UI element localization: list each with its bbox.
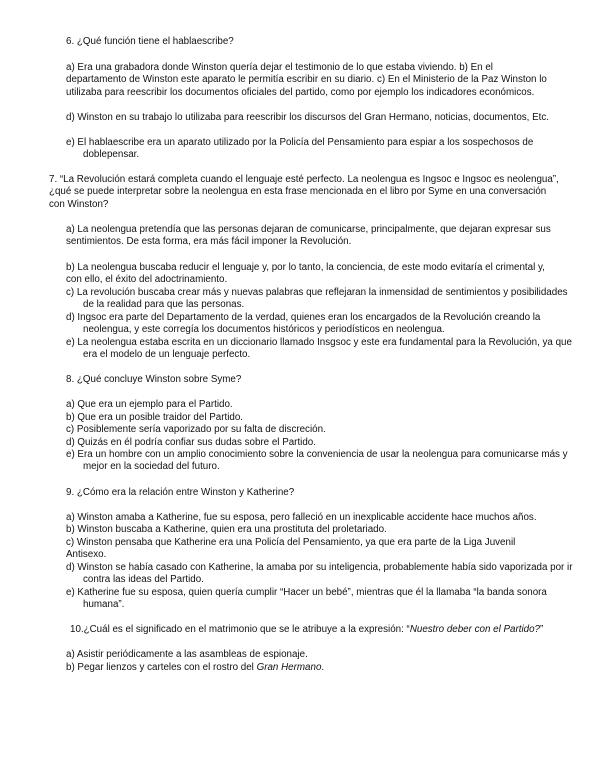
- question-8: 8. ¿Qué concluye Winston sobre Syme?: [66, 374, 242, 385]
- q9-option-b: b) Winston buscaba a Katherine, quien era una prostituta del proletariado.: [66, 524, 387, 535]
- q9-option-a: a) Winston amaba a Katherine, fue su esposa, pero falleció en un inexplicable accidente hace muchos años.: [66, 512, 537, 523]
- question-7: 7. “La Revolución estará completa cuando el lenguaje esté perfecto. La neolengua es Ingsoc e Ingsoc es neolengua”, ¿qué se puede interpretar sobre la neolengua en esta frase mencionada en el libro por Syme en una conversación con Winston?: [49, 174, 559, 210]
- q7-option-d: d) Ingsoc era parte del Departamento de la verdad, quienes eran los encargados de la Revolución creando la neolengua, y este corregía los documentos históricos y periodísticos en neolengua.: [66, 312, 541, 336]
- q7-option-e: e) La neolengua estaba escrita en un diccionario llamado Insgsoc y este era fundamental para la Revolución, ya que era el modelo de un lenguaje perfecto.: [66, 337, 572, 361]
- q8-option-a: a) Que era un ejemplo para el Partido.: [66, 399, 233, 410]
- q8-option-d: d) Quizás en él podría confiar sus dudas sobre el Partido.: [66, 437, 316, 448]
- q10-question-prefix: 10.¿Cuál es el significado en el matrimonio que se le atribuye a la expresión: “: [70, 624, 410, 635]
- q10-option-b-prefix: b) Pegar lienzos y carteles con el rostro del: [66, 662, 257, 673]
- q6-option-e: e) El hablaescribe era un aparato utilizado por la Policía del Pensamiento para espiar a los sospechosos de doblepensar.: [66, 137, 534, 161]
- q9-option-e: e) Katherine fue su esposa, quien quería cumplir “Hacer un bebé”, mientras que él la llamaba “la banda sonora humana”.: [66, 587, 547, 611]
- question-9: 9. ¿Cómo era la relación entre Winston y Katherine?: [66, 487, 295, 498]
- question-10: [70, 624, 560, 636]
- q10-option-b-suffix: .: [321, 662, 325, 673]
- q7-option-b: b) La neolengua buscaba reducir el lenguaje y, por lo tanto, la conciencia, de este modo evitaría el crimental y, con ello, el éxito del adoctrinamiento.: [66, 262, 545, 286]
- question-6: 6. ¿Qué función tiene el hablaescribe?: [66, 36, 234, 47]
- q6-options-abc: a) Era una grabadora donde Winston quería dejar el testimonio de lo que estaba viviendo. b) En el departamento de Winston este aparato le permitía escribir en su diario. c) En el Ministerio de la Paz Winston lo utilizaba para reescribir los documentos oficiales del partido, como por ejemplo los indicadores económicos.: [66, 62, 547, 98]
- q9-option-d: d) Winston se había casado con Katherine, la amaba por su inteligencia, probablemente había sido vaporizada por ir contra las ideas del Partido.: [66, 562, 573, 586]
- q10-option-b: [66, 662, 556, 674]
- q8-option-b: b) Que era un posible traidor del Partido.: [66, 412, 243, 423]
- q8-option-e: e) Era un hombre con un amplio conocimiento sobre la conveniencia de usar la neolengua para comunicarse más y mejor en la sociedad del futuro.: [66, 449, 568, 473]
- q10-question-italic: Nuestro deber con el Partido?: [409, 624, 540, 635]
- q10-option-a: a) Asistir periódicamente a las asambleas de espionaje.: [66, 649, 308, 660]
- q8-option-c: c) Posiblemente sería vaporizado por su falta de discreción.: [66, 424, 326, 435]
- q9-option-c: c) Winston pensaba que Katherine era una Policía del Pensamiento, ya que era parte de la Liga Juvenil Antisexo.: [66, 537, 516, 561]
- q10-option-b-italic: Gran Hermano: [256, 662, 322, 673]
- q7-option-a: a) La neolengua pretendía que las personas dejaran de comunicarse, principalmente, que dejaran expresar sus sentimientos. De esta forma, era más fácil imponer la Revolución.: [66, 224, 551, 248]
- q7-option-c: c) La revolución buscaba crear más y nuevas palabras que reflejaran la inmensidad de sentimientos y posibilidades de la realidad para que las personas.: [66, 287, 568, 311]
- q10-question-suffix: ”: [539, 624, 544, 635]
- q6-option-d: d) Winston en su trabajo lo utilizaba para reescribir los discursos del Gran Hermano, noticias, documentos, Etc.: [66, 112, 549, 123]
